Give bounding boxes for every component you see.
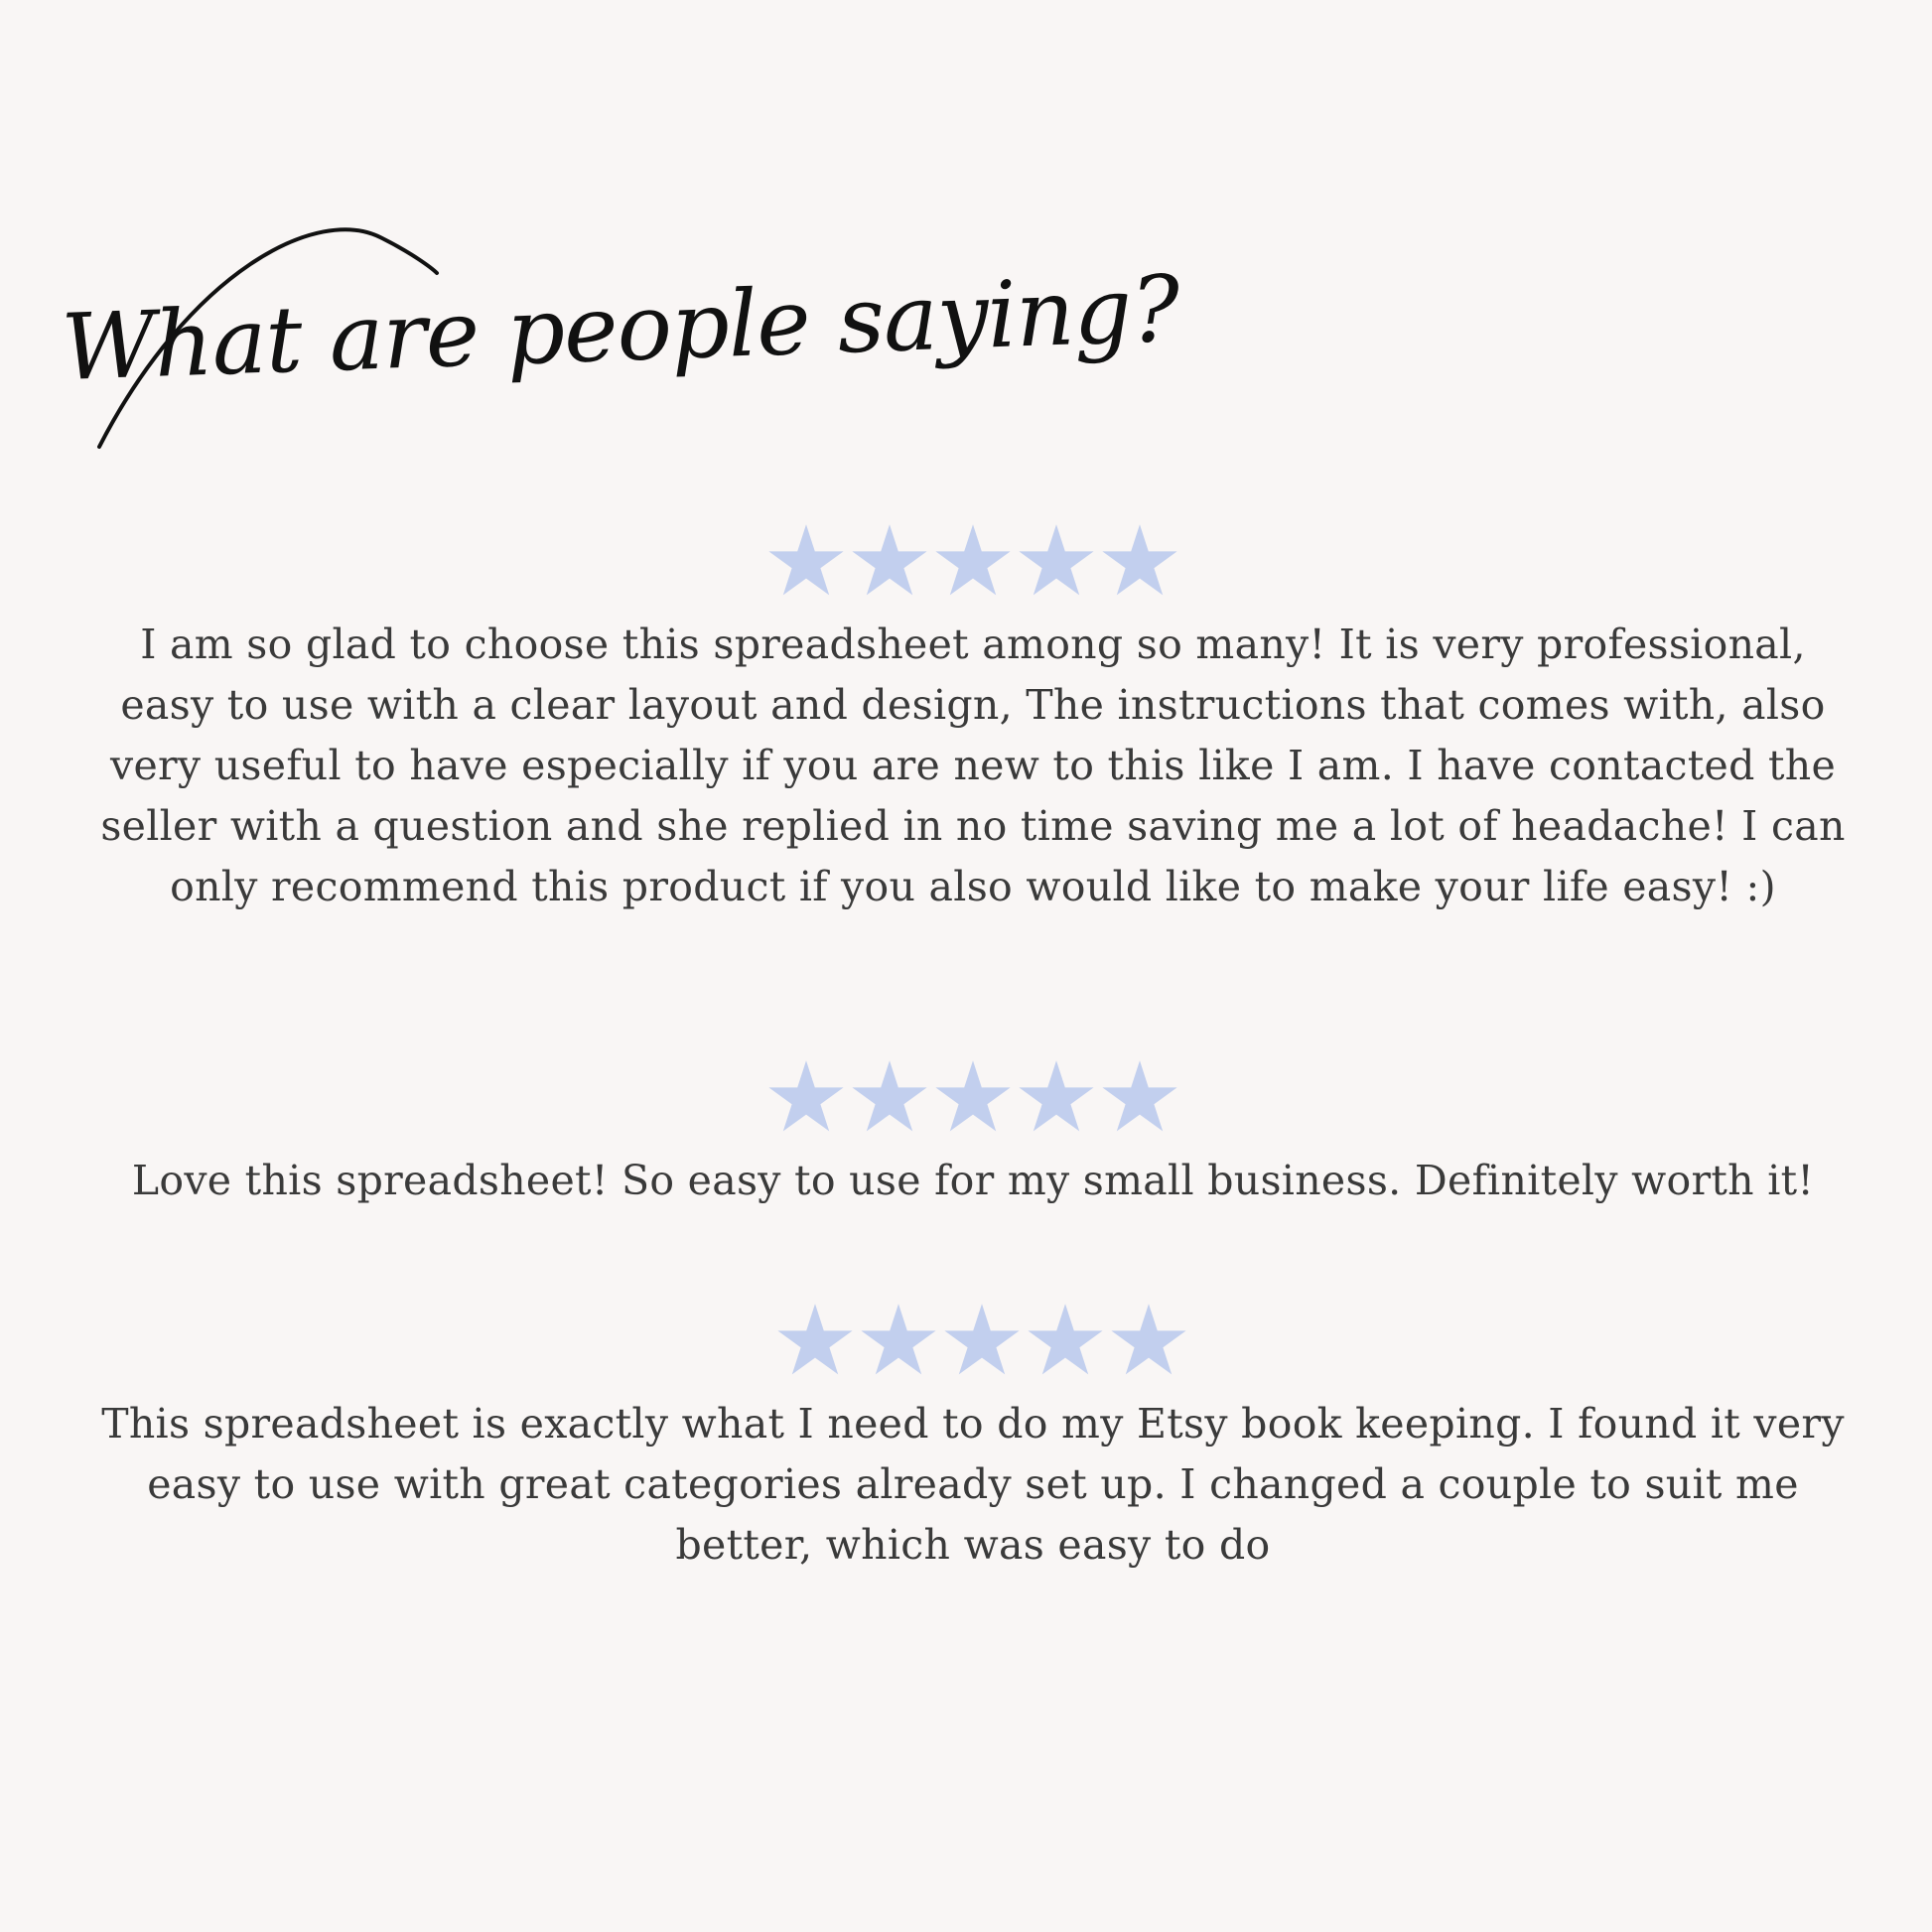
star-icon xyxy=(1017,521,1096,601)
heading xyxy=(40,213,1181,472)
review-text: This spreadsheet is exactly what I need to do my Etsy book keeping. I found it very easy to use with great categories already set up. I changed a couple to suit me better, which was easy to do xyxy=(101,1400,1845,1569)
star-rating xyxy=(98,1301,1865,1380)
page-title: What are people saying? xyxy=(60,255,1181,401)
star-icon xyxy=(775,1301,855,1380)
star-rating xyxy=(89,1057,1857,1137)
star-icon xyxy=(766,521,846,601)
review-card xyxy=(89,1057,1857,1211)
review-card xyxy=(89,1301,1857,1576)
review-text: Love this spreadsheet! So easy to use for my small business. Definitely worth it! xyxy=(131,1157,1815,1204)
star-icon xyxy=(1100,521,1179,601)
star-icon xyxy=(850,1057,929,1137)
star-icon xyxy=(942,1301,1022,1380)
star-icon xyxy=(850,521,929,601)
star-icon xyxy=(859,1301,938,1380)
star-rating xyxy=(89,521,1857,601)
star-icon xyxy=(1017,1057,1096,1137)
star-icon xyxy=(766,1057,846,1137)
star-icon xyxy=(933,521,1013,601)
star-icon xyxy=(1109,1301,1188,1380)
star-icon xyxy=(1100,1057,1179,1137)
review-text: I am so glad to choose this spreadsheet among so many! It is very professional, easy to use with a clear layout and design, The instructions that comes with, also very useful to have especially if you are new to this like I am. I have contacted the seller with a question and she replied in no time saving me a lot of headache! I can only recommend this product if you also would like to make your life easy! :) xyxy=(100,621,1846,910)
review-card xyxy=(89,521,1857,917)
star-icon xyxy=(933,1057,1013,1137)
star-icon xyxy=(1026,1301,1105,1380)
